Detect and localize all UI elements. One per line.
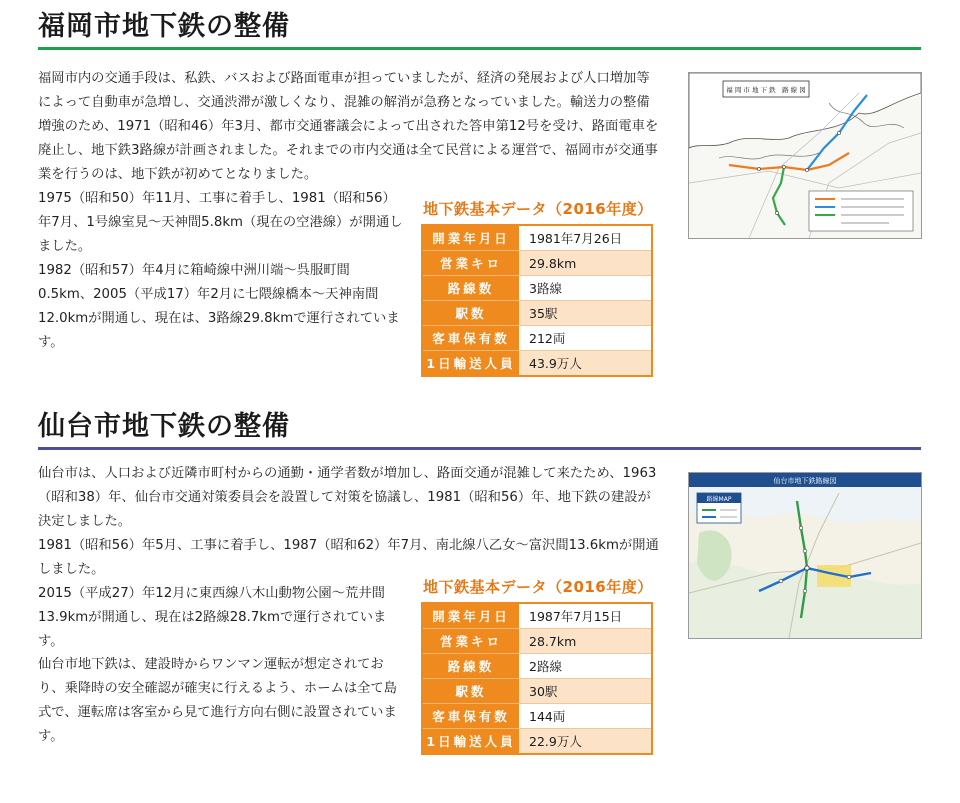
row-value: 212両: [519, 326, 652, 351]
row-value: 29.8km: [519, 251, 652, 276]
fukuoka-route-map: [688, 72, 922, 239]
row-value: 2路線: [519, 654, 652, 679]
row-label: 開業年月日: [422, 225, 519, 251]
sendai-data-table: [421, 602, 653, 755]
fukuoka-paragraph-3: 1982（昭和57）年4月に箱崎線中洲川端～呉服町間0.5km、2005（平成17）年2月に七隈線橋本～天神南間12.0kmが開通し、現在は、3路線29.8kmで運行されています。: [38, 263, 400, 350]
table-row: [422, 326, 652, 351]
row-label: 客車保有数: [422, 326, 519, 351]
fukuoka-paragraph-2: 1975（昭和50）年11月、工事に着手し、1981（昭和56）年7月、1号線室見～天神間5.8km（現在の空港線）が開通しました。: [38, 191, 403, 254]
fukuoka-paragraph-1: 福岡市内の交通手段は、私鉄、バスおよび路面電車が担っていましたが、経済の発展および人口増加等によって自動車が急増し、交通渋滞が激しくなり、混雑の解消が急務となっていました。輸送力の整備増強のため、1971（昭和46）年3月、都市交通審議会によって出された答申第12号を受け、路面電車を廃止し、地下鉄3路線が計画されました。それまでの市内交通は全て民営による運営で、福岡市が交通事業を行うのは、地下鉄が初めてとなりました。: [38, 71, 659, 182]
fukuoka-section: [0, 0, 960, 400]
table-row: [422, 301, 652, 326]
row-label: 1日輸送人員: [422, 729, 519, 755]
table-row: [422, 729, 652, 755]
sendai-data-block: [421, 576, 653, 755]
sendai-map-graphic: [689, 473, 921, 638]
fukuoka-data-caption: 地下鉄基本データ（2016年度）: [423, 200, 653, 218]
table-row: [422, 225, 652, 251]
sendai-data-caption: 地下鉄基本データ（2016年度）: [423, 578, 653, 596]
fukuoka-data-table: [421, 224, 653, 377]
row-value: 30駅: [519, 679, 652, 704]
row-value: 35駅: [519, 301, 652, 326]
table-row: [422, 276, 652, 301]
table-row: [422, 704, 652, 729]
fukuoka-data-block: [421, 198, 653, 377]
sendai-paragraph-4: 仙台市地下鉄は、建設時からワンマン運転が想定されており、乗降時の安全確認が確実に行えるよう、ホームは全て島式で、運転席は客室から見て進行方向右側に設置されています。: [38, 657, 398, 744]
table-row: [422, 251, 652, 276]
row-label: 開業年月日: [422, 603, 519, 629]
row-value: 1981年7月26日: [519, 225, 652, 251]
row-label: 路線数: [422, 654, 519, 679]
row-label: 駅数: [422, 301, 519, 326]
sendai-title: 仙台市地下鉄の整備: [38, 411, 290, 442]
row-label: 営業キロ: [422, 629, 519, 654]
fukuoka-map-graphic: [689, 73, 921, 238]
sendai-title-rule: [38, 447, 921, 450]
fukuoka-map-title: 福 岡 市 地 下 鉄 路 線 図: [726, 86, 806, 94]
table-row: [422, 629, 652, 654]
row-label: 1日輸送人員: [422, 351, 519, 377]
fukuoka-title-rule: [38, 47, 921, 50]
fukuoka-title: 福岡市地下鉄の整備: [38, 11, 290, 42]
row-value: 1987年7月15日: [519, 603, 652, 629]
row-label: 駅数: [422, 679, 519, 704]
row-value: 144両: [519, 704, 652, 729]
sendai-route-map: [688, 472, 922, 639]
row-value: 3路線: [519, 276, 652, 301]
sendai-paragraph-3: 2015（平成27）年12月に東西線八木山動物公園～荒井間13.9kmが開通し、現在は2路線28.7kmで運行されています。: [38, 586, 387, 649]
row-value: 22.9万人: [519, 729, 652, 755]
row-label: 路線数: [422, 276, 519, 301]
sendai-section: [0, 400, 960, 803]
row-value: 43.9万人: [519, 351, 652, 377]
table-row: [422, 679, 652, 704]
sendai-map-title: 仙台市地下鉄路線図: [773, 477, 837, 485]
sendai-paragraph-1: 仙台市は、人口および近隣市町村からの通勤・通学者数が増加し、路面交通が混雑して来たため、1963（昭和38）年、仙台市交通対策委員会を設置して対策を協議し、1981（昭和56）年、地下鉄の建設が決定しました。: [38, 466, 657, 529]
table-row: [422, 603, 652, 629]
table-row: [422, 654, 652, 679]
row-value: 28.7km: [519, 629, 652, 654]
table-row: [422, 351, 652, 377]
sendai-map-legend-title: 路線MAP: [706, 496, 732, 503]
sendai-paragraph-2: 1981（昭和56）年5月、工事に着手し、1987（昭和62）年7月、南北線八乙女～富沢間13.6kmが開通しました。: [38, 538, 659, 577]
row-label: 客車保有数: [422, 704, 519, 729]
row-label: 営業キロ: [422, 251, 519, 276]
